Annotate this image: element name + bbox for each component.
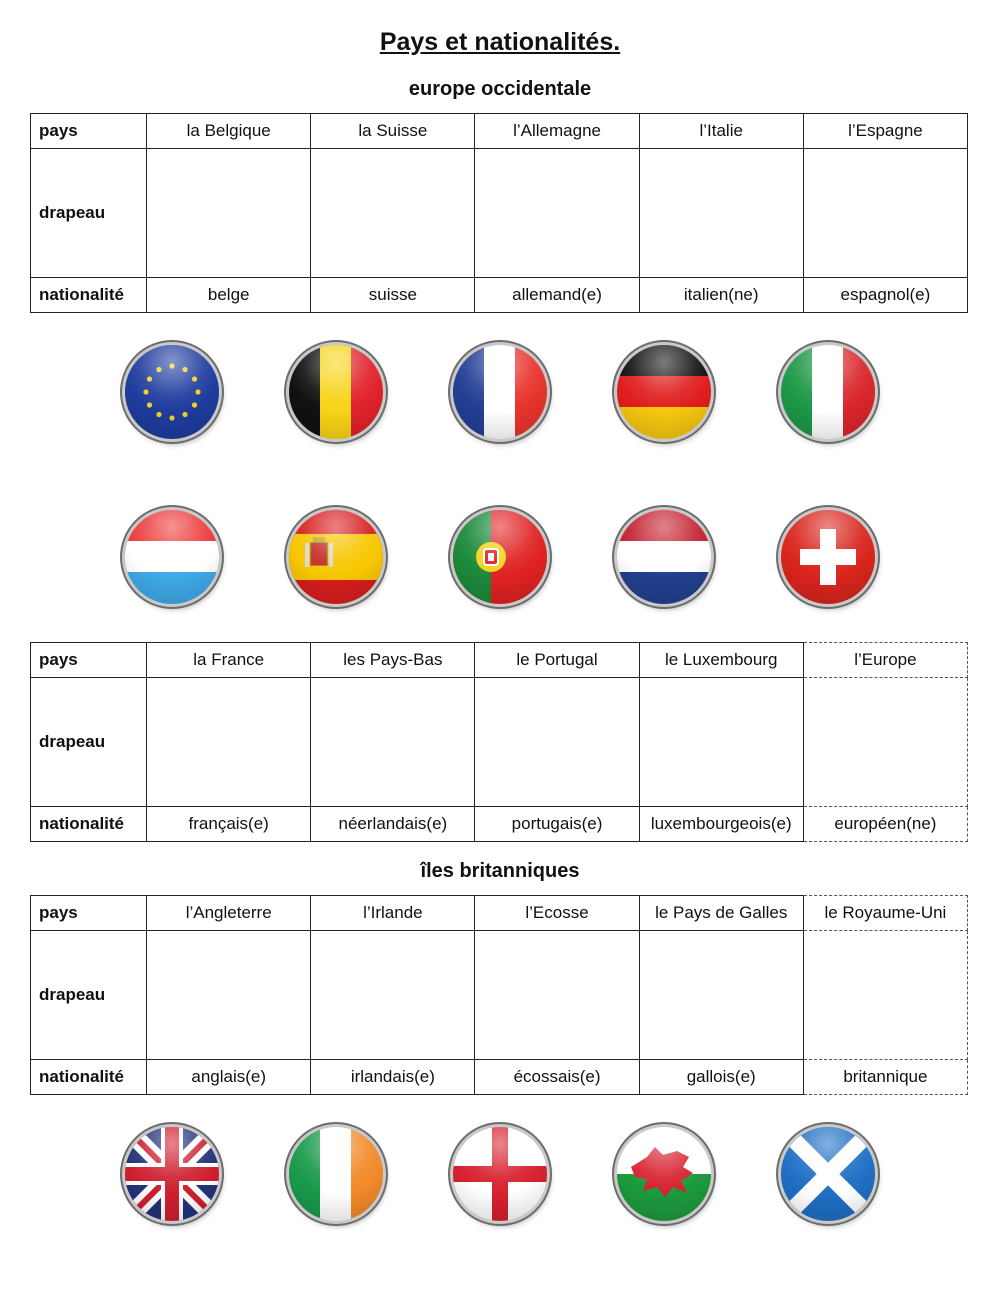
country-cell: la France — [147, 643, 311, 678]
flag-bank-row-1 — [0, 345, 1000, 455]
portugal-flag-icon[interactable] — [453, 510, 547, 604]
section-heading-western-europe: europe occidentale — [408, 78, 592, 100]
row-label-flag: drapeau — [31, 149, 147, 278]
nationality-cell: suisse — [311, 278, 475, 313]
page-title: Pays et nationalités. — [379, 28, 621, 56]
netherlands-flag-icon[interactable] — [617, 510, 711, 604]
ireland-flag-icon[interactable] — [289, 1127, 383, 1221]
flag-drop-slot[interactable] — [475, 931, 639, 1060]
country-cell: le Pays de Galles — [639, 896, 803, 931]
table-row-country — [31, 896, 968, 931]
country-cell: l’Espagne — [803, 114, 967, 149]
country-cell: l’Allemagne — [475, 114, 639, 149]
country-cell: l’Europe — [803, 643, 967, 678]
germany-flag-icon[interactable] — [617, 345, 711, 439]
nationality-cell: français(e) — [147, 807, 311, 842]
nationality-cell: gallois(e) — [639, 1060, 803, 1095]
flag-drop-slot[interactable] — [147, 931, 311, 1060]
flag-drop-slot[interactable] — [803, 931, 967, 1060]
table-row-nationality — [31, 278, 968, 313]
england-flag-icon[interactable] — [453, 1127, 547, 1221]
flag-drop-slot[interactable] — [311, 149, 475, 278]
flag-drop-slot[interactable] — [311, 931, 475, 1060]
wales-flag-icon[interactable] — [617, 1127, 711, 1221]
eu-flag-icon[interactable] — [125, 345, 219, 439]
flag-drop-slot[interactable] — [639, 931, 803, 1060]
table-row-flag — [31, 931, 968, 1060]
country-cell: la Belgique — [147, 114, 311, 149]
table-row-flag — [31, 678, 968, 807]
flag-bank-row-2 — [0, 510, 1000, 620]
row-label-nationality: nationalité — [31, 807, 147, 842]
flag-drop-slot[interactable] — [475, 149, 639, 278]
country-cell: l’Angleterre — [147, 896, 311, 931]
flag-drop-slot[interactable] — [311, 678, 475, 807]
country-cell: l’Italie — [639, 114, 803, 149]
nationality-cell: irlandais(e) — [311, 1060, 475, 1095]
france-flag-icon[interactable] — [453, 345, 547, 439]
flag-drop-slot[interactable] — [803, 678, 967, 807]
country-cell: les Pays-Bas — [311, 643, 475, 678]
flag-drop-slot[interactable] — [639, 678, 803, 807]
row-label-country: pays — [31, 643, 147, 678]
row-label-nationality: nationalité — [31, 278, 147, 313]
belgium-flag-icon[interactable] — [289, 345, 383, 439]
nationality-cell: allemand(e) — [475, 278, 639, 313]
country-cell: l’Irlande — [311, 896, 475, 931]
nationality-cell: européen(ne) — [803, 807, 967, 842]
scotland-flag-icon[interactable] — [781, 1127, 875, 1221]
flag-drop-slot[interactable] — [147, 678, 311, 807]
italy-flag-icon[interactable] — [781, 345, 875, 439]
row-label-country: pays — [31, 114, 147, 149]
section-heading-british-isles: îles britanniques — [420, 860, 580, 882]
country-cell: la Suisse — [311, 114, 475, 149]
table-row-country — [31, 114, 968, 149]
nationality-cell: belge — [147, 278, 311, 313]
nationality-cell: anglais(e) — [147, 1060, 311, 1095]
table-row-flag — [31, 149, 968, 278]
row-label-flag: drapeau — [31, 931, 147, 1060]
flag-drop-slot[interactable] — [803, 149, 967, 278]
flag-drop-slot[interactable] — [639, 149, 803, 278]
switzerland-flag-icon[interactable] — [781, 510, 875, 604]
flag-drop-slot[interactable] — [147, 149, 311, 278]
united-kingdom-flag-icon[interactable] — [125, 1127, 219, 1221]
row-label-country: pays — [31, 896, 147, 931]
nationality-cell: luxembourgeois(e) — [639, 807, 803, 842]
country-cell: l’Ecosse — [475, 896, 639, 931]
nationality-cell: néerlandais(e) — [311, 807, 475, 842]
country-cell: le Royaume-Uni — [803, 896, 967, 931]
flag-drop-slot[interactable] — [475, 678, 639, 807]
country-cell: le Portugal — [475, 643, 639, 678]
table-british-isles — [30, 895, 968, 1095]
nationality-cell: britannique — [803, 1060, 967, 1095]
nationality-cell: italien(ne) — [639, 278, 803, 313]
row-label-nationality: nationalité — [31, 1060, 147, 1095]
table-western-europe-2 — [30, 642, 968, 842]
spain-flag-icon[interactable] — [289, 510, 383, 604]
nationality-cell: écossais(e) — [475, 1060, 639, 1095]
table-western-europe — [30, 113, 968, 313]
row-label-flag: drapeau — [31, 678, 147, 807]
table-row-country — [31, 643, 968, 678]
nationality-cell: espagnol(e) — [803, 278, 967, 313]
table-row-nationality — [31, 1060, 968, 1095]
luxembourg-flag-icon[interactable] — [125, 510, 219, 604]
nationality-cell: portugais(e) — [475, 807, 639, 842]
flag-bank-row-3 — [0, 1127, 1000, 1237]
table-row-nationality — [31, 807, 968, 842]
country-cell: le Luxembourg — [639, 643, 803, 678]
